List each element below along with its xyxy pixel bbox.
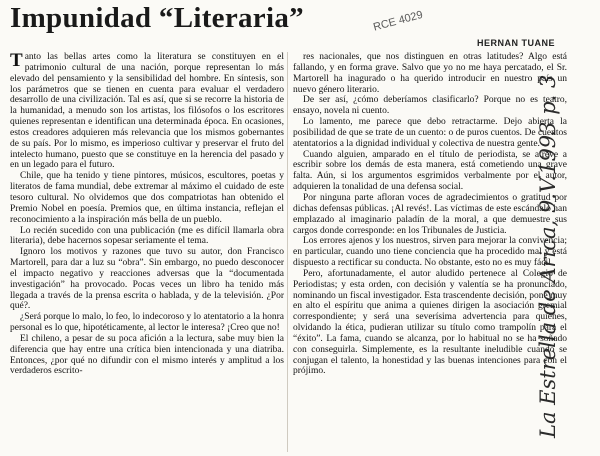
paragraph: ¿Será porque lo malo, lo feo, lo indecoroso y lo atentatorio a la honra personal es lo que, hipotéticamente, al lector le interesa? ¡Creo que no! — [10, 312, 284, 334]
paragraph: Chile, que ha tenido y tiene pintores, músicos, escultores, poetas y literatos de fama mundial, debe extremar al máximo el cuidado de este tesoro cultural. No olvidemos que dos compatriotas han obtenido el Premio Nobel en poesía. Premios que, en última instancia, reflejan el reconocimiento a la inspiración más bella de un pueblo. — [10, 171, 284, 225]
article-title: Impunidad “Literaria” — [10, 2, 304, 34]
paragraph: Lo lamento, me parece que debo retractarme. Dejo abierta la posibilidad de que se trate de un cuento: o de puros cuentos. De cuentos atentatorios a la dignidad individual y colectiva de nuestra gente. — [293, 117, 567, 149]
column-divider — [287, 52, 288, 452]
paragraph — [10, 52, 284, 171]
paragraph: El chileno, a pesar de su poca afición a la lectura, sabe muy bien la diferencia que hay entre una crítica bien intencionada y una diatriba. Entonces, ¿por qué no difundir con el mismo interés y amplitud a los verdaderos escrito- — [10, 333, 284, 377]
paragraph: Ignoro los motivos y razones que tuvo su autor, don Francisco Martorell, para dar a luz su “obra”. Sin embargo, no puedo desconocer el impacto negativo y reacciones adversas que la “documentada investigación” ha provocado. Pocas veces un libro ha tenido más llegada a través de la prensa escrita o hablada, y de la televisión. ¿Por qué?. — [10, 247, 284, 312]
handwritten-source-note: La Estrella de Arica, 9.V.1993 p. 3 — [536, 74, 560, 438]
paragraph: Pero, afortunadamente, el autor aludido pertenece al Colegio de Periodistas; y esta orden, con decisión y valentía se ha pronunciado, nominando un fiscal investigador. Esta trascendente decisión, pone muy en alto el espíritu que anima a quienes dirigen la asociación gremial correspondiente; y será una severísima advertencia para quienes, olvidando la ética, pudieran utilizar su título como trampolín para el “éxito”. La fama, cuando se alcanza, por lo habitual no se ha soñado con conseguirla. Simplemente, es la resultante ineludible cuando se conjugan el talento, la honestidad y las buenas intenciones para con el prójimo. — [293, 268, 567, 377]
paragraph: Lo recién sucedido con una publicación (me es difícil llamarla obra literaria), debe hacernos sopesar seriamente el tema. — [10, 225, 284, 247]
paragraph: Por ninguna parte afloran voces de agradecimientos o gratitud por dichas defensas públicas. ¡Al revés!. Las víctimas de este escándalo han emplazado al imaginario paladín de la moral, a que demuestre sus cargos donde corresponde: en los Tribunales de Justicia. — [293, 192, 567, 236]
paragraph: Cuando alguien, amparado en el título de periodista, se atreve a escribir sobre los demás de esta manera, está cometiendo una grave falta. Aún, si los argumentos esgrimidos verbalmente por el autor, adquieren la tonalidad de una defensa social. — [293, 149, 567, 193]
paragraph: Los errores ajenos y los nuestros, sirven para mejorar la convivencia; en particular, cuando uno tiene conciencia que ha procedido mal y está dispuesto a rectificar su conducta. No obstante, esto no es muy fácil. — [293, 236, 567, 269]
archive-stamp: RCE 4029 — [372, 8, 425, 34]
article-column-left — [10, 52, 284, 377]
paragraph: res nacionales, que nos distinguen en otras latitudes? Algo está fallando, y en forma grave. Salvo que yo no me haya percatado, el Sr. Martorell ha inagurado o ha querido introducir en nuestro país un nuevo género literario. — [293, 52, 567, 95]
article-column-right — [293, 52, 567, 377]
paragraph: De ser así, ¿cómo deberíamos clasificarlo? Porque no es teatro, ensayo, novela ni cuento. — [293, 95, 567, 117]
article-author: HERNAN TUANE — [477, 38, 555, 48]
drop-cap: T — [10, 50, 23, 71]
paragraph-text: anto las bellas artes como la literatura se constituyen en el patrimonio cultural de una nación, porque representan lo más elevado del pensamiento y la sensibilidad del hombre. En síntesis, son los parámetros que se tienen en cuenta para evaluar el verdadero desarrollo de una civilización. Tal es así, que si se recorre la historia de la humanidad, a menudo son los artistas, los filósofos o los escritores quienes representan e identifican una determinada época. En ocasiones, estos creadores adquieren más relevancia que los mismos gobernantes de su país. Por lo mismo, es imperioso cultivar y preservar el fruto del intelecto humano, puesto que se constituye en la herencia del pasado y en un legado para el futuro. — [10, 52, 284, 171]
